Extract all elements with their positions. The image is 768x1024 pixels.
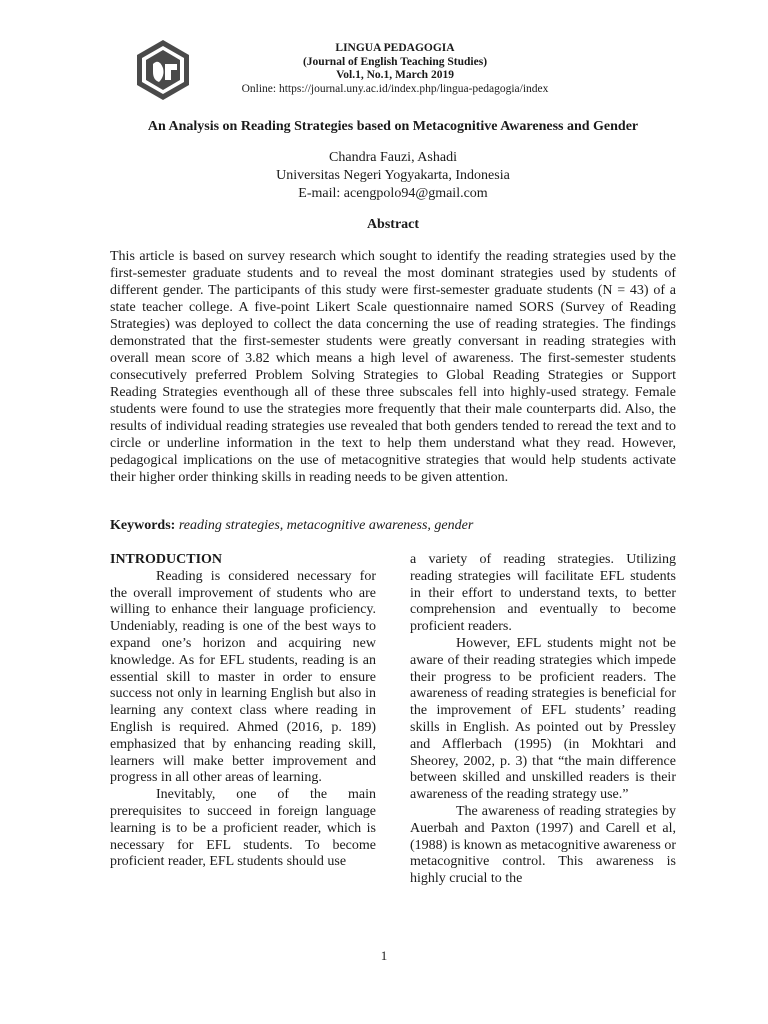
right-column [410,552,676,888]
journal-name: LINGUA PEDAGOGIA [335,42,455,54]
journal-online-url[interactable]: Online: https://journal.uny.ac.id/index.php/lingua-pedagogia/index [241,82,549,95]
authors: Chandra Fauzi, Ashadi [329,150,457,165]
paragraph: Reading is considered necessary for the overall improvement of students who are willing to enhance their language proficiency. Undeniably, reading is one of the best ways to expand one’s horizon and acquiring new knowledge. As for EFL students, reading is an essential skill to master in order to ensure success not only in learning English but also in learning any context class where reading in English is required. Ahmed (2016, p. 189) emphasized that by enhancing reading skill, learners will make better improvement and progress in all other areas of learning. [110,568,376,786]
paragraph: However, EFL students might not be aware of their reading strategies which impede their progress to be proficient readers. The awareness of reading strategies is beneficial for the improvement of EFL students’ reading skills in English. As pointed out by Pressley and Afflerbach (1995) (in Mokhtari and Sheorey, 2002, p. 3) that “the main difference between skilled and unskilled readers is their awareness of the reading strategy use.” [410,635,676,803]
journal-volume: Vol.1, No.1, March 2019 [336,69,454,81]
author-email[interactable]: E-mail: acengpolo94@gmail.com [298,186,488,201]
journal-header [200,42,590,96]
article-title: An Analysis on Reading Strategies based on Metacognitive Awareness and Gender [147,119,639,134]
paragraph: Inevitably, one of the main prerequisites to succeed in foreign language learning is to be a proficient reader, which is necessary for EFL students. To become proficient reader, EFL students should use [110,787,376,870]
left-column [110,552,376,871]
keywords [110,518,676,534]
keywords-text: reading strategies, metacognitive awareness, gender [178,518,474,533]
journal-logo [131,38,195,102]
paragraph: a variety of reading strategies. Utilizing reading strategies will facilitate EFL students in their effort to understand texts, to better comprehension and eventually to become proficient readers. [410,552,676,635]
journal-subtitle: (Journal of English Teaching Studies) [302,55,488,68]
author-block [110,149,676,203]
keywords-label: Keywords: [110,518,176,533]
abstract-heading: Abstract [366,217,420,232]
page-number: 1 [380,948,388,963]
section-heading-introduction: INTRODUCTION [110,552,223,567]
abstract-text: This article is based on survey research which sought to identify the reading strategies used by the first-semester graduate students and to reveal the most dominant strategies used by students of different gender. The participants of this study were first-semester graduate students (N = 43) of a state teacher college. A five-point Likert Scale questionnaire named SORS (Survey of Reading Strategies) was deployed to collect the data concerning the use of reading strategies. The findings demonstrated that the first-semester students were greatly conversant in reading strategies with overall mean score of 3.82 which means a high level of awareness. The first-semester students consecutively preferred Problem Solving Strategies to Global Reading Strategies or Support Reading Strategies eventhough all of these three subscales fell into highly-used strategy. Female students were found to use the strategies more frequently that their male counterparts did. Also, the results of individual reading strategies use revealed that both genders tended to reread the text and to circle or underline information in the text to help them understand what they read. However, pedagogical implications on the use of metacognitive strategies that would help students activate their higher order thinking skills in reading needs to be given attention. [110,249,676,485]
paragraph: The awareness of reading strategies by Auerbah and Paxton (1997) and Carell et al, (1988) is known as metacognitive awareness or metacognitive control. This awareness is highly crucial to the [410,803,676,887]
affiliation: Universitas Negeri Yogyakarta, Indonesia [276,168,510,183]
